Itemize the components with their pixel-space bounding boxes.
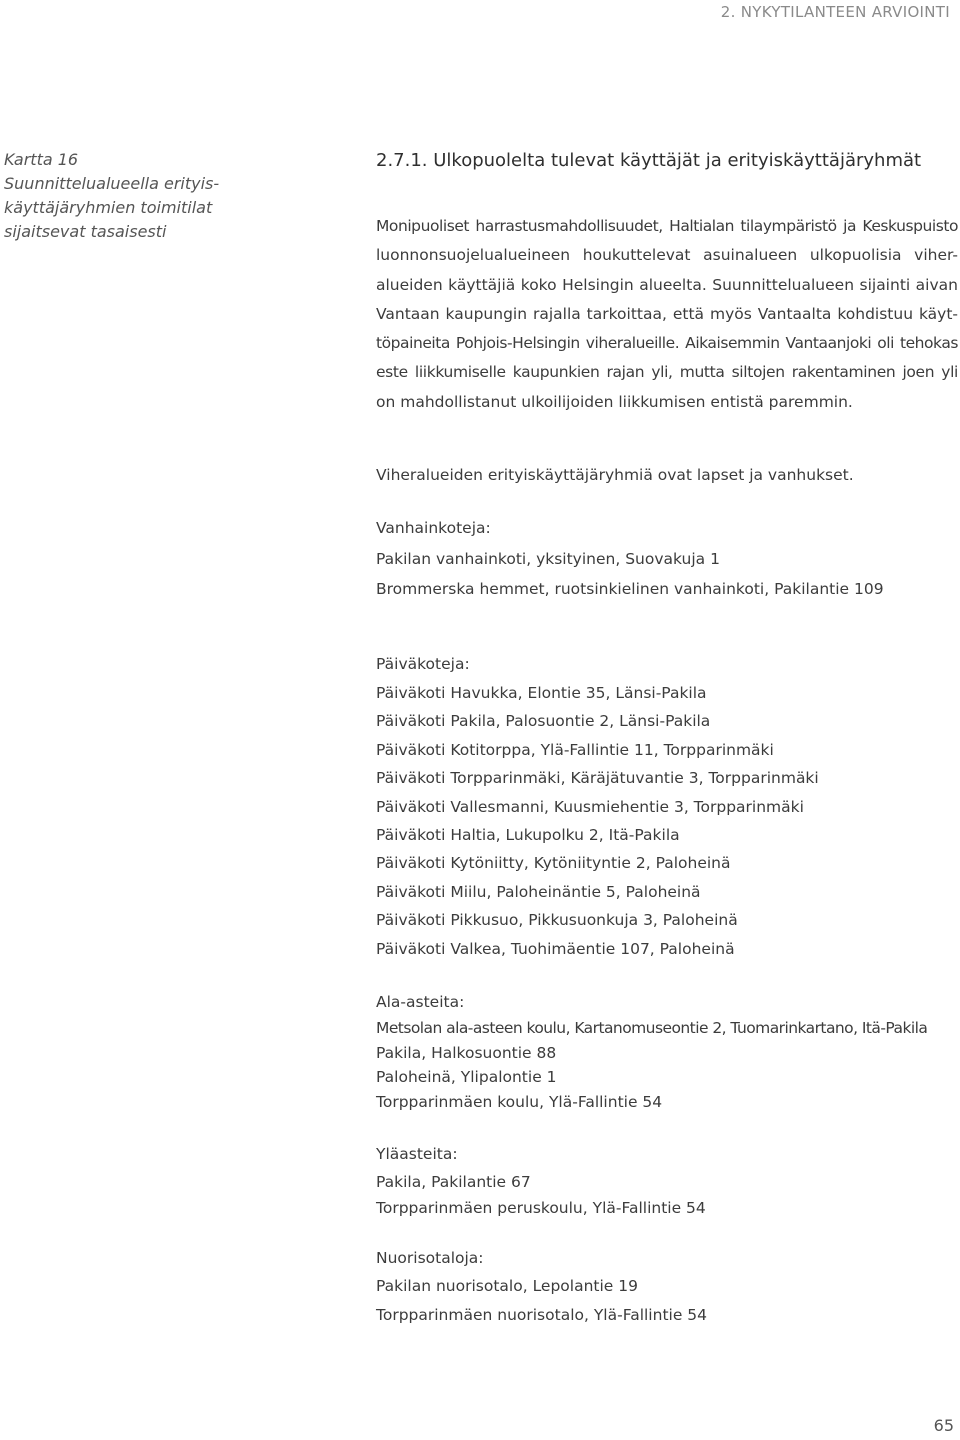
map-caption-line: Kartta 16 (4, 150, 79, 169)
list-item: Torpparinmäen koulu, Ylä-Fallintie 54 (376, 1092, 663, 1111)
list-item: Päiväkoti Valkea, Tuohimäentie 107, Paloheinä (376, 939, 735, 958)
list-item: Paloheinä, Ylipalontie 1 (376, 1068, 557, 1087)
map-caption-line: sijaitsevat tasaisesti (4, 222, 167, 241)
list-item: Pakila, Halkosuontie 88 (376, 1043, 557, 1062)
paragraph-line: alueiden käyttäjiä koko Helsingin alueelta. Suunnittelualueen sijainti aivan (376, 275, 958, 294)
list-item: Pakilan nuorisotalo, Lepolantie 19 (376, 1277, 638, 1295)
list-item: Päiväkoti Pakila, Palosuontie 2, Länsi-Pakila (376, 712, 711, 731)
list-item: Metsolan ala-asteen koulu, Kartanomuseontie 2, Tuomarinkartano, Itä-Pakila (376, 1019, 928, 1037)
list-item: Pakilan vanhainkoti, yksityinen, Suovakuja 1 (376, 550, 720, 568)
running-header: 2. NYKYTILANTEEN ARVIOINTI (720, 3, 950, 21)
list-vanhainkodit (376, 514, 960, 604)
paragraph-line: Vantaan kaupungin rajalla tarkoittaa, että myös Vantaalta kohdistuu käyt- (376, 304, 958, 323)
list-label: Ala-asteita: (376, 993, 465, 1011)
list-label: Vanhainkoteja: (376, 519, 491, 537)
list-item: Päiväkoti Torpparinmäki, Käräjätuvantie 3, Torpparinmäki (376, 769, 819, 788)
list-item: Päiväkoti Havukka, Elontie 35, Länsi-Pakila (376, 684, 707, 702)
map-caption-line: Suunnittelualueella erityis- (4, 174, 220, 193)
list-ala-asteet (376, 988, 960, 1114)
map-caption-line: käyttäjäryhmien toimitilat (4, 198, 213, 217)
list-label: Yläasteita: (376, 1145, 458, 1163)
list-item: Brommerska hemmet, ruotsinkielinen vanhainkoti, Pakilantie 109 (376, 580, 884, 598)
list-item: Päiväkoti Vallesmanni, Kuusmiehentie 3, Torpparinmäki (376, 797, 804, 816)
list-label: Nuorisotaloja: (376, 1249, 484, 1267)
paragraph-line: on mahdollistanut ulkoilijoiden liikkumisen entistä paremmin. (376, 392, 853, 411)
list-item: Pakila, Pakilantie 67 (376, 1173, 531, 1191)
section-heading: 2.7.1. Ulkopuolelta tulevat käyttäjät ja erityiskäyttäjäryhmät (376, 150, 922, 171)
list-item: Torpparinmäen peruskoulu, Ylä-Fallintie 54 (376, 1199, 706, 1217)
page-number: 65 (933, 1416, 954, 1435)
list-item: Päiväkoti Haltia, Lukupolku 2, Itä-Pakila (376, 826, 680, 845)
list-ylaasteet (376, 1140, 960, 1221)
section-body (376, 148, 958, 417)
paragraph-line: Monipuoliset harrastusmahdollisuudet, Haltialan tilaympäristö ja Keskuspuisto (376, 217, 958, 235)
list-paivakodit (376, 650, 960, 963)
intro-paragraph (376, 212, 958, 417)
special-groups-statement: Viheralueiden erityiskäyttäjäryhmiä ovat lapset ja vanhukset. (376, 466, 854, 484)
list-item: Päiväkoti Kytöniitty, Kytöniityntie 2, Paloheinä (376, 854, 731, 873)
list-item: Päiväkoti Miilu, Paloheinäntie 5, Paloheinä (376, 882, 701, 901)
paragraph-line: luonnonsuojelualueineen houkuttelevat asuinalueen ulkopuolisia viher- (376, 246, 958, 265)
list-item: Päiväkoti Kotitorppa, Ylä-Fallintie 11, Torpparinmäki (376, 740, 774, 759)
paragraph-line: töpaineita Pohjois-Helsingin viheralueille. Aikaisemmin Vantaanjoki oli tehokas (376, 334, 958, 353)
list-item: Päiväkoti Pikkusuo, Pikkusuonkuja 3, Paloheinä (376, 911, 738, 930)
list-item: Torpparinmäen nuorisotalo, Ylä-Fallintie 54 (376, 1306, 708, 1324)
list-nuorisotalot (376, 1244, 960, 1330)
paragraph-line: este liikkumiselle kaupunkien rajan yli, mutta siltojen rakentaminen joen yli (376, 363, 958, 382)
list-label: Päiväkoteja: (376, 655, 470, 673)
map-caption (4, 148, 220, 244)
